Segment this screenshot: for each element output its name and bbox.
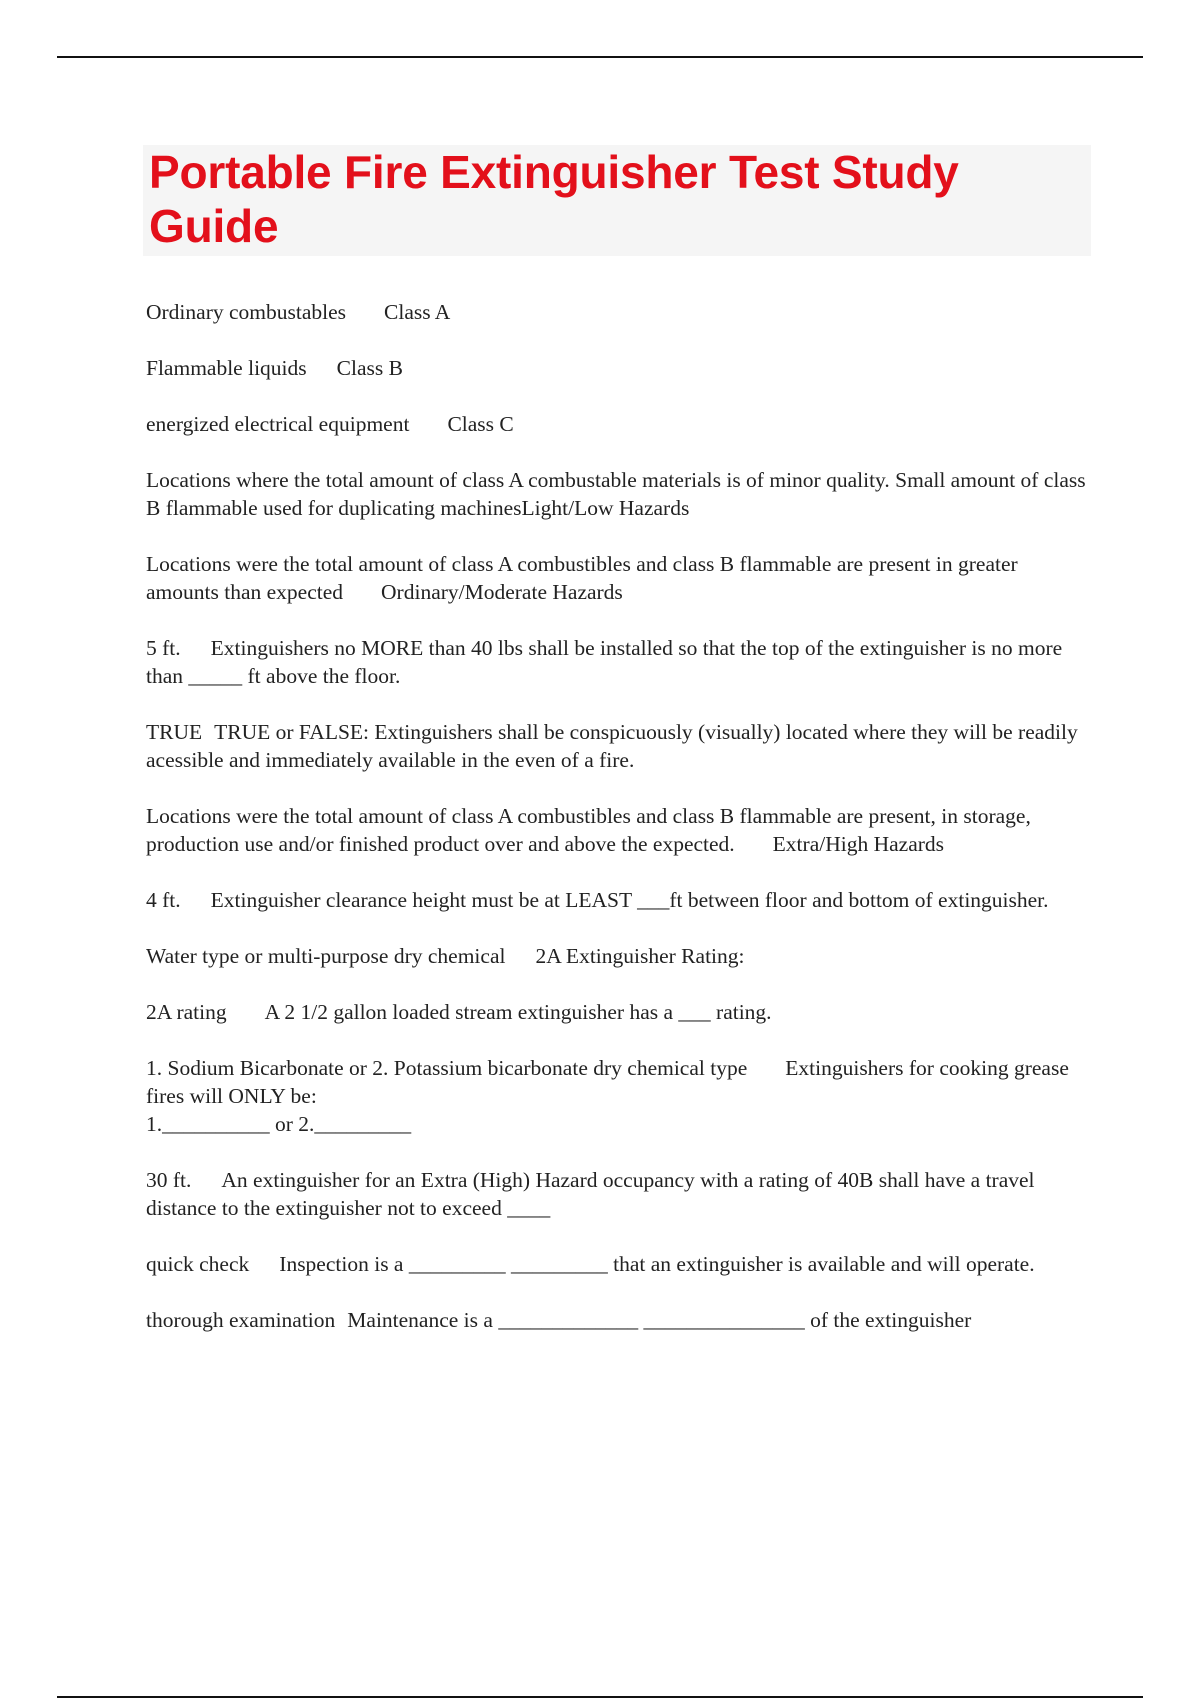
entry-definition: An extinguisher for an Extra (High) Hazard occupancy with a rating of 40B shall have a travel distance to the extinguisher not to exceed ____	[146, 1168, 1035, 1220]
entry-term: quick check	[146, 1252, 250, 1276]
entry-term: Locations were the total amount of class A combustibles and class B flammable are present in greater amounts than expected	[146, 552, 1018, 604]
flashcard-entry	[146, 998, 1086, 1026]
flashcard-list	[146, 298, 1086, 1362]
entry-definition-blanks: 1.__________ or 2._________	[146, 1112, 412, 1136]
flashcard-entry	[146, 1250, 1086, 1278]
flashcard-entry	[146, 634, 1086, 690]
title-banner	[143, 145, 1091, 256]
flashcard-entry	[146, 1054, 1086, 1138]
entry-definition: Extra/High Hazards	[772, 832, 945, 856]
entry-term: Locations where the total amount of class A combustable materials is of minor quality. Small amount of class B flammable used for duplicating machines	[146, 468, 1086, 520]
flashcard-entry	[146, 718, 1086, 774]
entry-definition: Extinguishers no MORE than 40 lbs shall be installed so that the top of the extinguisher is no more than _____ ft above the floor.	[146, 636, 1063, 688]
entry-definition: Class C	[447, 412, 514, 436]
footer-rule	[57, 1696, 1143, 1698]
entry-definition: 2A Extinguisher Rating:	[535, 944, 745, 968]
flashcard-entry	[146, 550, 1086, 606]
entry-definition: Extinguishers for cooking grease fires will ONLY be:	[146, 1056, 1069, 1108]
flashcard-entry	[146, 410, 1086, 438]
entry-term: energized electrical equipment	[146, 412, 410, 436]
entry-definition: Class A	[384, 300, 451, 324]
header-rule	[57, 56, 1143, 58]
flashcard-entry	[146, 1306, 1086, 1334]
entry-definition: Inspection is a _________ _________ that an extinguisher is available and will operate.	[279, 1252, 1035, 1276]
entry-definition: Maintenance is a _____________ _______________ of the extinguisher	[347, 1308, 972, 1332]
entry-term: Water type or multi-purpose dry chemical	[146, 944, 506, 968]
entry-term: TRUE	[146, 720, 203, 744]
entry-definition: Ordinary/Moderate Hazards	[381, 580, 623, 604]
entry-definition: Extinguisher clearance height must be at LEAST ___ft between floor and bottom of extinguisher.	[210, 888, 1049, 912]
entry-term: thorough examination	[146, 1308, 336, 1332]
entry-definition: A 2 1/2 gallon loaded stream extinguisher has a ___ rating.	[264, 1000, 772, 1024]
entry-term: 30 ft.	[146, 1168, 192, 1192]
flashcard-entry	[146, 466, 1086, 522]
flashcard-entry	[146, 802, 1086, 858]
flashcard-entry	[146, 354, 1086, 382]
entry-term: 5 ft.	[146, 636, 181, 660]
entry-term: Flammable liquids	[146, 356, 307, 380]
page-title: Portable Fire Extinguisher Test Study Guide	[149, 146, 959, 252]
entry-definition: Light/Low Hazards	[521, 496, 690, 520]
entry-term: Locations were the total amount of class A combustibles and class B flammable are present, in storage, production use and/or finished product over and above the expected.	[146, 804, 1031, 856]
entry-term: 1. Sodium Bicarbonate or 2. Potassium bicarbonate dry chemical type	[146, 1056, 748, 1080]
entry-term: 4 ft.	[146, 888, 181, 912]
entry-term: 2A rating	[146, 1000, 227, 1024]
flashcard-entry	[146, 298, 1086, 326]
entry-term: Ordinary combustables	[146, 300, 347, 324]
flashcard-entry	[146, 1166, 1086, 1222]
flashcard-entry	[146, 942, 1086, 970]
entry-definition: TRUE or FALSE: Extinguishers shall be conspicuously (visually) located where they will be readily acessible and immediately available in the even of a fire.	[146, 720, 1078, 772]
entry-definition: Class B	[336, 356, 403, 380]
flashcard-entry	[146, 886, 1086, 914]
